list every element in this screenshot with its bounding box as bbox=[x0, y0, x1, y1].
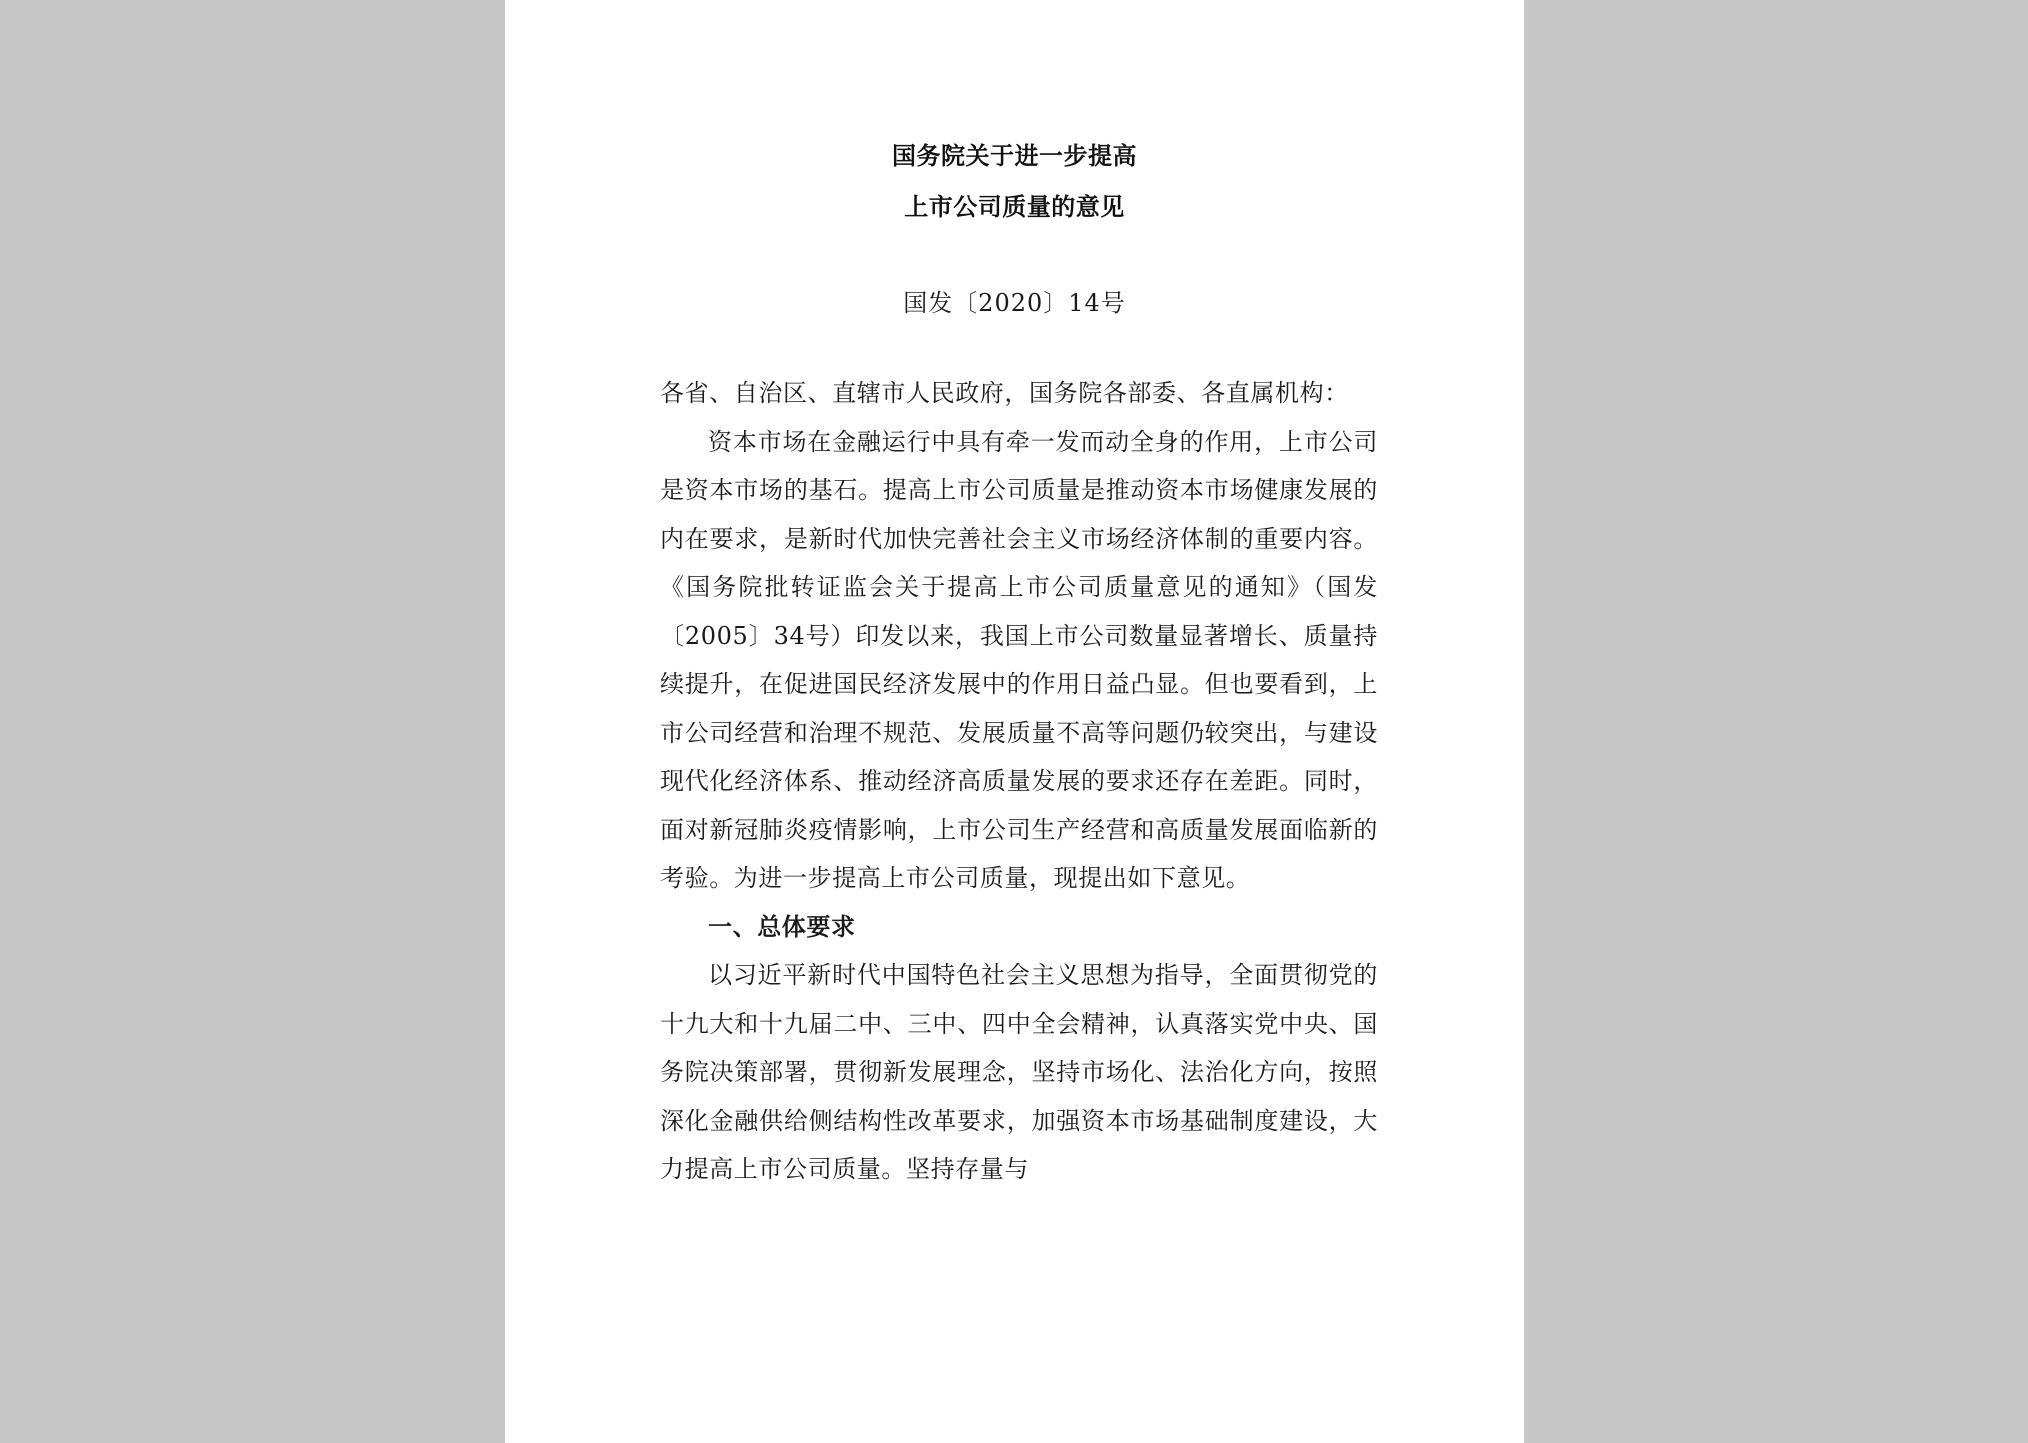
document-title-line1: 国务院关于进一步提高 bbox=[892, 142, 1137, 170]
addressee-line: 各省、自治区、直辖市人民政府，国务院各部委、各直属机构： bbox=[660, 379, 1349, 407]
document-title-line2: 上市公司质量的意见 bbox=[904, 193, 1125, 221]
paragraph-guiding-principles: 以习近平新时代中国特色社会主义思想为指导，全面贯彻党的十九大和十九届二中、三中、四中全会精神，认真落实党中央、国务院决策部署，贯彻新发展理念，坚持市场化、法治化方向，按照深化金融供给侧结构性改革要求，加强资本市场基础制度建设，大力提高上市公司质量。坚持存量与 bbox=[660, 961, 1378, 1183]
document-number: 国发〔2020〕14号 bbox=[903, 289, 1126, 317]
document-body bbox=[660, 369, 1378, 1194]
paragraph-intro: 资本市场在金融运行中具有牵一发而动全身的作用，上市公司是资本市场的基石。提高上市公司质量是推动资本市场健康发展的内在要求，是新时代加快完善社会主义市场经济体制的重要内容。《国务院批转证监会关于提高上市公司质量意见的通知》（国发〔2005〕34号）印发以来，我国上市公司数量显著增长、质量持续提升，在促进国民经济发展中的作用日益凸显。但也要看到，上市公司经营和治理不规范、发展质量不高等问题仍较突出，与建设现代化经济体系、推动经济高质量发展的要求还存在差距。同时，面对新冠肺炎疫情影响，上市公司生产经营和高质量发展面临新的考验。为进一步提高上市公司质量，现提出如下意见。 bbox=[660, 427, 1378, 892]
section-heading-general-requirements: 一、总体要求 bbox=[708, 912, 856, 941]
document-page[interactable] bbox=[505, 0, 1524, 1443]
